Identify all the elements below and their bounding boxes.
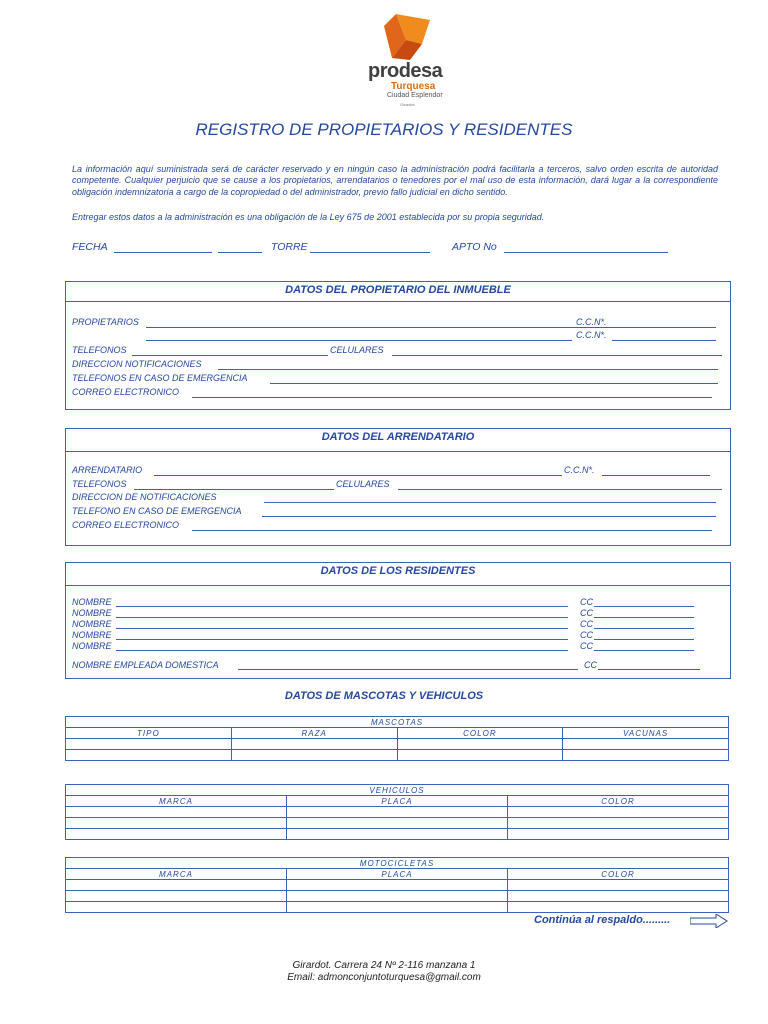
arrendatario-direccion-line[interactable] [264, 502, 716, 503]
table-row [66, 750, 729, 761]
vehiculos-col-placa: PLACA [287, 796, 508, 807]
vehiculos-table [65, 784, 729, 840]
logo-name: prodesa [368, 60, 443, 82]
mascotas-col-tipo: TIPO [66, 728, 232, 739]
table-row [66, 902, 729, 913]
torre-label: TORRE [271, 241, 308, 253]
empleada-line[interactable] [238, 669, 578, 670]
residente-nombre-label: NOMBRE [72, 608, 112, 618]
page-title: REGISTRO DE PROPIETARIOS Y RESIDENTES [195, 120, 573, 139]
propietario-ccn-line[interactable] [612, 327, 716, 328]
arrendatario-ccn-label: C.C.N*. [564, 465, 595, 475]
arrendatario-section [65, 428, 731, 546]
residente-nombre-line[interactable] [116, 650, 568, 651]
footer-address: Girardot. Carrera 24 Nº 2-116 manzana 1 [292, 960, 476, 971]
table-row [66, 891, 729, 902]
vehiculos-col-color: COLOR [508, 796, 729, 807]
arrendatario-ccn-line[interactable] [602, 475, 710, 476]
motocicletas-title: MOTOCICLETAS [66, 858, 729, 869]
vehiculos-title: VEHICULOS [66, 785, 729, 796]
residente-cc-line[interactable] [594, 606, 694, 607]
footer-email: Email: admonconjuntoturquesa@gmail.com [287, 972, 481, 983]
fecha-line[interactable] [114, 252, 212, 253]
empleada-label: NOMBRE EMPLEADA DOMESTICA [72, 660, 219, 670]
mascotas-vehiculos-title: DATOS DE MASCOTAS Y VEHICULOS [284, 690, 484, 702]
empleada-cc-label: CC [584, 660, 597, 670]
propietario-ccn-line-2[interactable] [612, 340, 716, 341]
motocicletas-col-placa: PLACA [287, 869, 508, 880]
propietario-title: DATOS DEL PROPIETARIO DEL INMUEBLE [285, 284, 511, 296]
residentes-section [65, 562, 731, 679]
arrendatario-title: DATOS DEL ARRENDATARIO [321, 431, 475, 443]
residente-cc-line[interactable] [594, 650, 694, 651]
propietario-telefonos-line[interactable] [132, 355, 328, 356]
torre-line[interactable] [310, 252, 430, 253]
residente-nombre-line[interactable] [116, 606, 568, 607]
arrow-right-icon [690, 914, 728, 928]
residente-nombre-label: NOMBRE [72, 597, 112, 607]
arrendatario-telefonos-label: TELEFONOS [72, 479, 127, 489]
propietario-correo-label: CORREO ELECTRONICO [72, 387, 180, 397]
prodesa-logo [360, 14, 460, 107]
propietario-ccn-label: C.C.N*. [576, 317, 607, 327]
propietario-correo-line[interactable] [192, 397, 712, 398]
mascotas-title: MASCOTAS [66, 717, 729, 728]
residente-nombre-label: NOMBRE [72, 619, 112, 629]
propietario-emergencia-line[interactable] [270, 383, 718, 384]
arrendatario-line[interactable] [154, 475, 562, 476]
residente-cc-line[interactable] [594, 617, 694, 618]
table-row [66, 818, 729, 829]
continua-note: Continúa al respaldo......... [534, 914, 671, 926]
propietario-celulares-line[interactable] [392, 355, 722, 356]
residente-cc-label: CC [580, 597, 593, 607]
motocicletas-col-color: COLOR [508, 869, 729, 880]
mascotas-col-vacunas: VACUNAS [563, 728, 729, 739]
fecha-line-2[interactable] [218, 252, 262, 253]
propietarios-line[interactable] [146, 327, 640, 328]
arrendatario-celulares-line[interactable] [398, 489, 722, 490]
apto-label: APTO No [452, 241, 497, 253]
intro-paragraph: La información aquí suministrada será de carácter reservado y en ningún caso la administración podrá facilitarla a terceros, salvo orden escrita de autoridad competente. Cualquier perjuicio que se cause a los propietarios, arrendatarios o tenedores por el mal uso de esta información, dará lugar a la correspondiente obligación indemnizatoria a cargo de la copropiedad o del administrador, previo fallo judicial en dicho sentido. [72, 164, 718, 197]
mascotas-table [65, 716, 729, 761]
arrendatario-correo-line[interactable] [192, 530, 712, 531]
propietarios-line-2[interactable] [146, 340, 572, 341]
residente-cc-line[interactable] [594, 639, 694, 640]
residente-cc-label: CC [580, 608, 593, 618]
residente-cc-label: CC [580, 641, 593, 651]
arrendatario-emergencia-label: TELEFONO EN CASO DE EMERGENCIA [72, 506, 242, 516]
residente-nombre-line[interactable] [116, 628, 568, 629]
arrendatario-label: ARRENDATARIO [72, 465, 143, 475]
law-notice: Entregar estos datos a la administración es una obligación de la Ley 675 de 2001 establecida por su propia seguridad. [72, 212, 545, 222]
propietario-celulares-label: CELULARES [330, 345, 384, 355]
arrendatario-correo-label: CORREO ELECTRONICO [72, 520, 180, 530]
arrendatario-telefonos-line[interactable] [134, 489, 334, 490]
logo-city: Ciudad Esplendor [387, 92, 443, 99]
residente-nombre-label: NOMBRE [72, 641, 112, 651]
propietario-section [65, 281, 731, 410]
arrendatario-emergencia-line[interactable] [262, 516, 716, 517]
logo-shape-icon [382, 14, 430, 60]
arrendatario-celulares-label: CELULARES [336, 479, 390, 489]
logo-subtitle: Turquesa [391, 81, 436, 92]
table-row [66, 739, 729, 750]
residente-nombre-line[interactable] [116, 639, 568, 640]
table-row [66, 880, 729, 891]
logo-place: Girardot [400, 102, 415, 107]
residentes-title: DATOS DE LOS RESIDENTES [320, 565, 476, 577]
residente-cc-label: CC [580, 630, 593, 640]
propietario-direccion-label: DIRECCION NOTIFICACIONES [72, 359, 202, 369]
residente-cc-label: CC [580, 619, 593, 629]
propietario-direccion-line[interactable] [218, 369, 718, 370]
table-row [66, 829, 729, 840]
apto-line[interactable] [504, 252, 668, 253]
fecha-label: FECHA [72, 241, 108, 253]
propietario-emergencia-label: TELEFONOS EN CASO DE EMERGENCIA [72, 373, 248, 383]
propietario-ccn-label-2: C.C.N*. [576, 330, 607, 340]
mascotas-col-color: COLOR [397, 728, 563, 739]
empleada-cc-line[interactable] [598, 669, 700, 670]
table-row [66, 807, 729, 818]
vehiculos-col-marca: MARCA [66, 796, 287, 807]
motocicletas-table [65, 857, 729, 913]
propietarios-label: PROPIETARIOS [72, 317, 139, 327]
residente-cc-line[interactable] [594, 628, 694, 629]
residente-nombre-label: NOMBRE [72, 630, 112, 640]
motocicletas-col-marca: MARCA [66, 869, 287, 880]
residente-nombre-line[interactable] [116, 617, 568, 618]
mascotas-col-raza: RAZA [231, 728, 397, 739]
propietario-telefonos-label: TELEFONOS [72, 345, 127, 355]
arrendatario-direccion-label: DIRECCION DE NOTIFICACIONES [72, 492, 217, 502]
